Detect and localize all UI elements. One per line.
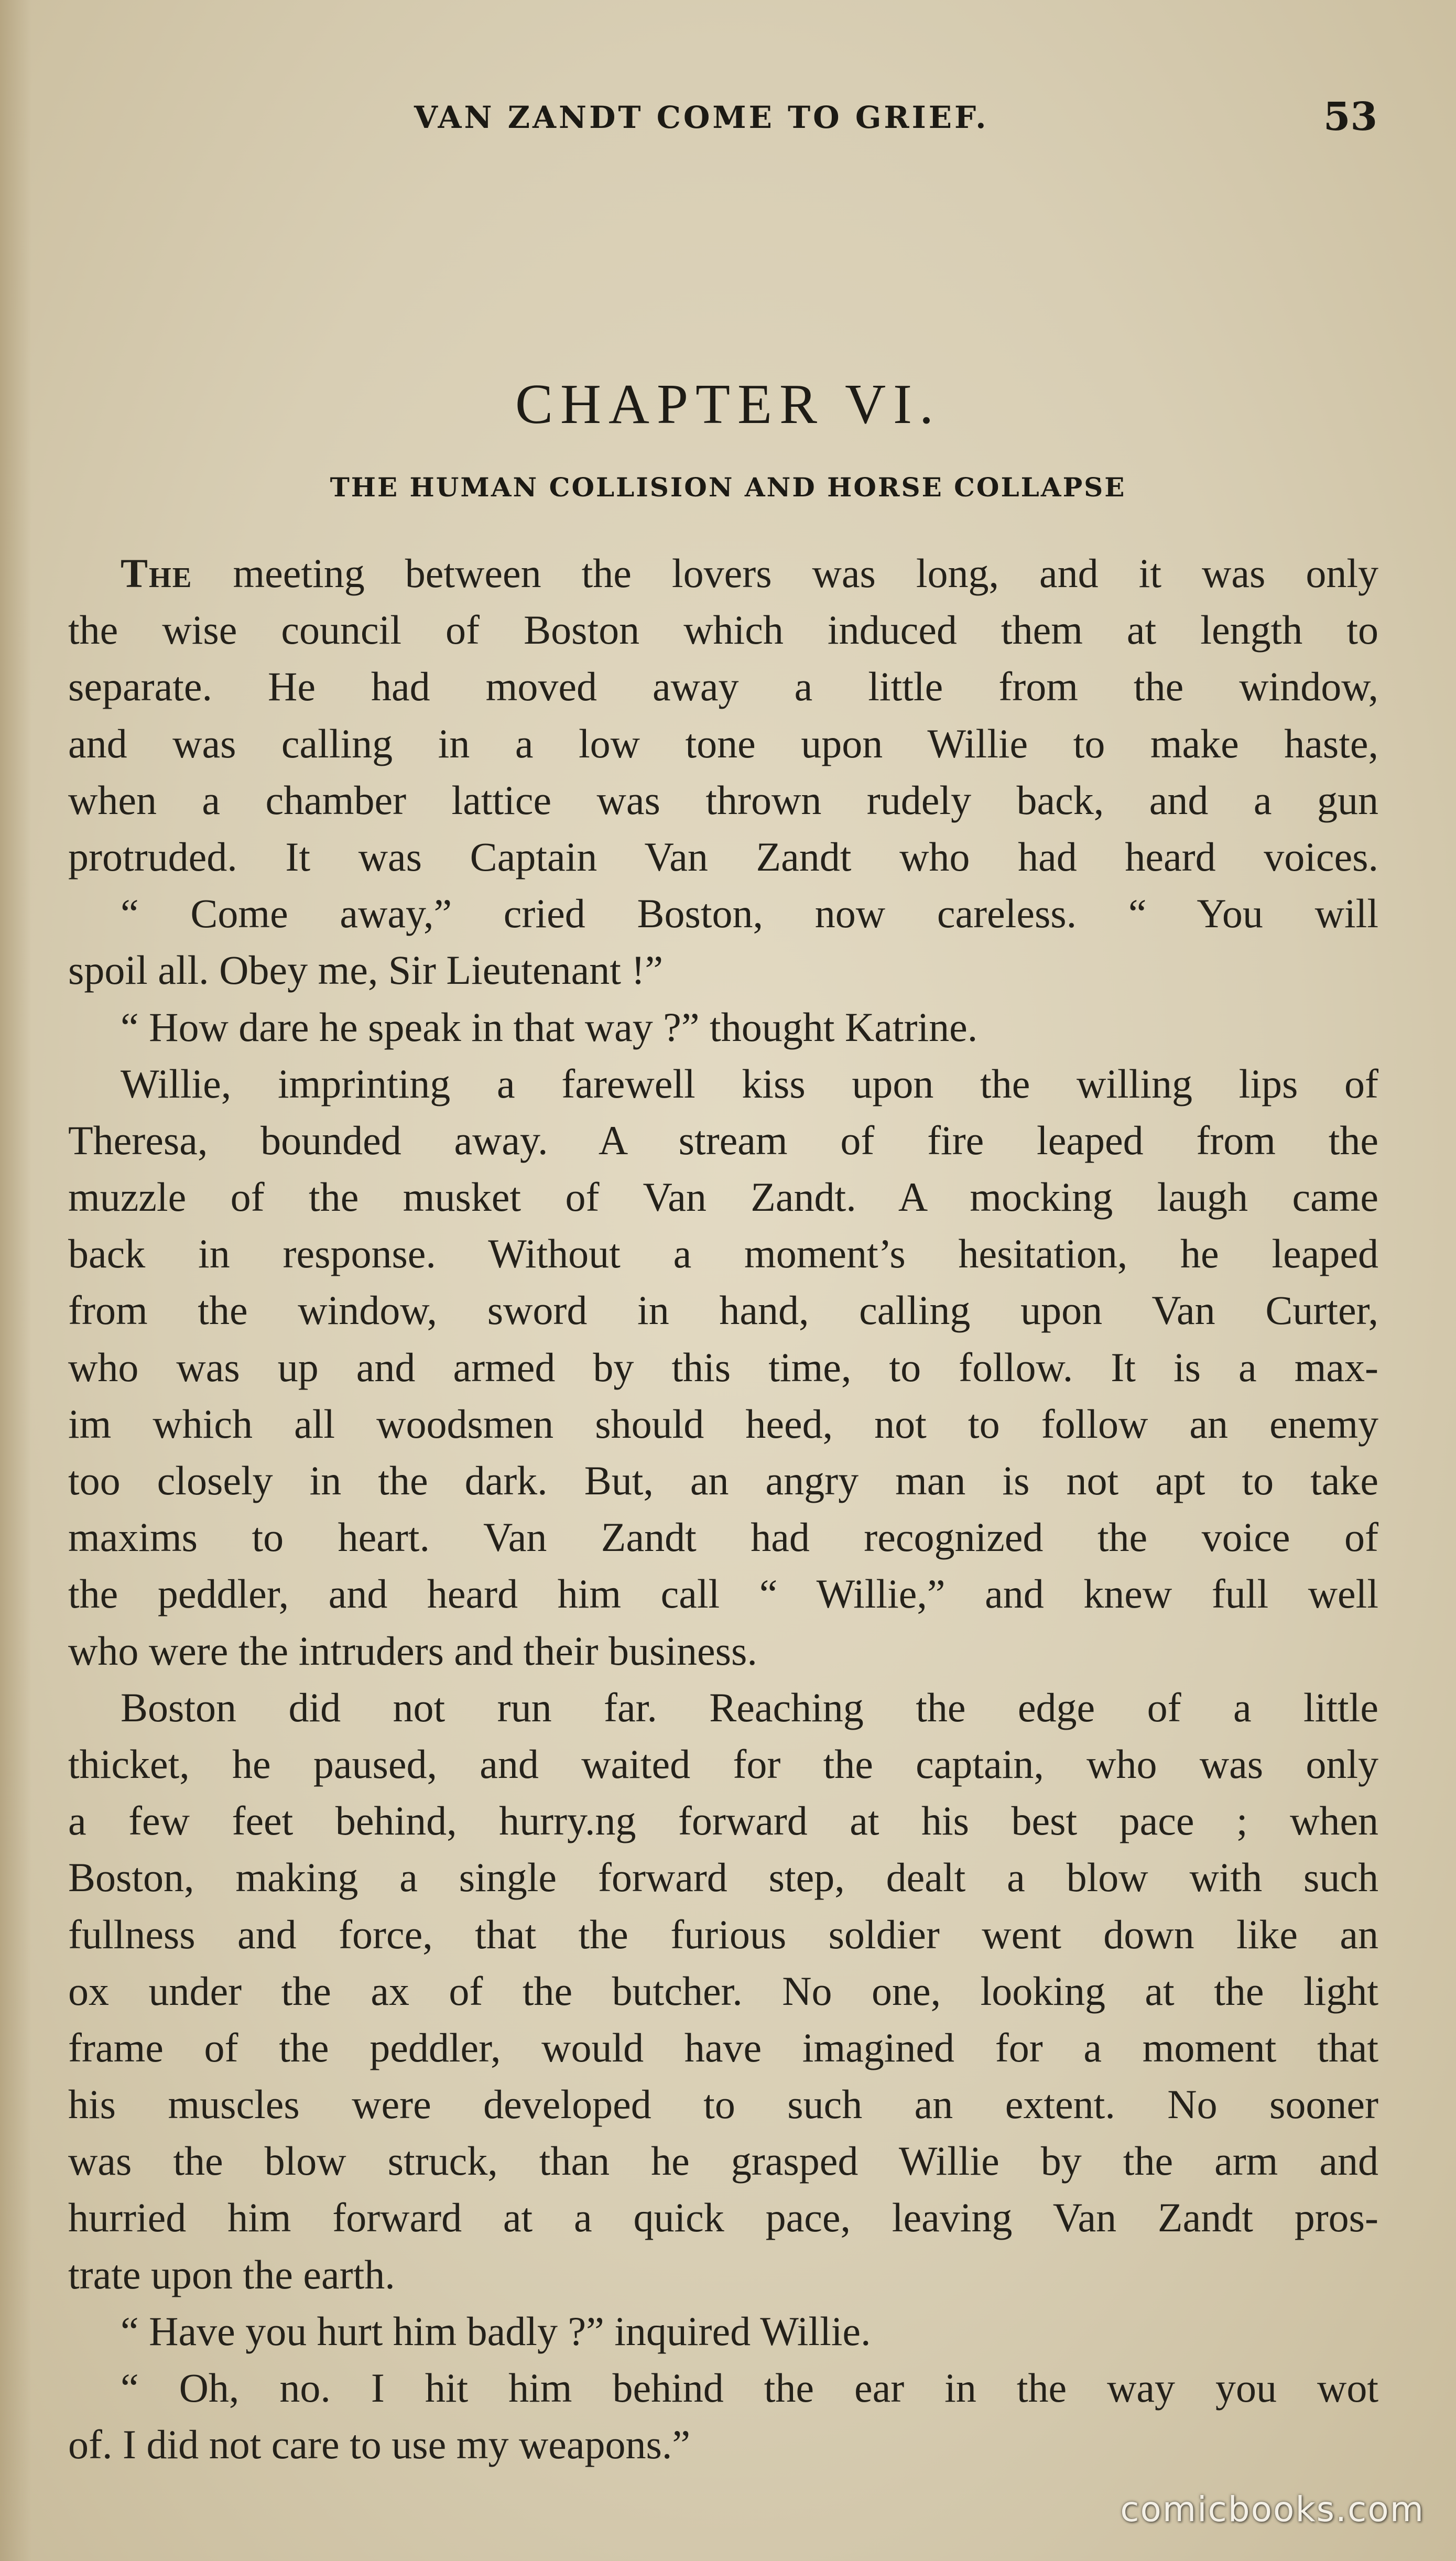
text-line [68,1339,1378,1396]
text-line [68,715,1378,772]
paragraph-lead-word: The [121,550,193,596]
text-line [68,1056,1378,1112]
text-line [68,1736,1378,1793]
text-line [68,602,1378,658]
text-line [68,545,1378,602]
line-text: separate. He had moved away a little from the window, [68,664,1378,710]
text-line [68,772,1378,829]
text-line [68,2020,1378,2076]
text-line [68,1225,1378,1282]
line-text: back in response. Without a moment’s hesitation, he leaped [68,1231,1378,1277]
text-line [68,1112,1378,1169]
line-text: from the window, sword in hand, calling upon Van Curter, [68,1287,1378,1333]
line-text: of. I did not care to use my weapons.” [68,2422,690,2468]
text-line [68,1566,1378,1622]
line-text: too closely in the dark. But, an angry man is not apt to take [68,1458,1378,1503]
text-line [68,658,1378,715]
text-line [68,1906,1378,1963]
text-line [68,1679,1378,1736]
text-line [68,1963,1378,2020]
text-line [68,1169,1378,1225]
text-line [68,1282,1378,1339]
text-line [68,2133,1378,2189]
text-line [68,1509,1378,1566]
line-text: spoil all. Obey me, Sir Lieutenant !” [68,947,664,993]
running-head: VAN ZANDT COME TO GRIEF. [414,100,989,135]
line-text: the peddler, and heard him call “ Willie,” and knew full well [68,1571,1378,1617]
page-number: 53 [1323,94,1377,139]
line-text: meeting between the lovers was long, and it was only [192,550,1378,596]
text-line [68,2303,1378,2360]
line-text: thicket, he paused, and waited for the captain, who was only [68,1741,1378,1787]
line-text: fullness and force, that the furious soldier went down like an [68,1911,1378,1957]
body-text [68,545,1378,2473]
line-text: protruded. It was Captain Van Zandt who had heard voices. [68,833,1378,880]
chapter-title: CHAPTER VI. [515,373,941,436]
line-text: when a chamber lattice was thrown rudely back, and a gun [68,777,1378,823]
chapter-subtitle: THE HUMAN COLLISION AND HORSE COLLAPSE [330,472,1126,503]
line-text: who were the intruders and their business. [68,1627,757,1674]
line-text: im which all woodsmen should heed, not to follow an enemy [68,1401,1378,1447]
line-text: Boston did not run far. Reaching the edge of a little [121,1684,1378,1730]
line-text: “ How dare he speak in that way ?” thought Katrine. [121,1004,978,1050]
text-line [68,829,1378,885]
text-line [68,2247,1378,2303]
line-text: was the blow struck, than he grasped Willie by the arm and [68,2138,1378,2184]
text-line [68,2189,1378,2246]
line-text: his muscles were developed to such an extent. No sooner [68,2081,1378,2128]
line-text: maxims to heart. Van Zandt had recognized the voice of [68,1514,1378,1560]
text-line [68,2076,1378,2133]
line-text: the wise council of Boston which induced them at length to [68,607,1378,653]
line-text: Theresa, bounded away. A stream of fire leaped from the [68,1117,1378,1163]
line-text: trate upon the earth. [68,2251,395,2297]
line-text: “ Come away,” cried Boston, now careless. “ You will [121,891,1378,937]
line-text: “ Oh, no. I hit him behind the ear in the way you wot [121,2365,1378,2411]
line-text: frame of the peddler, would have imagined for a moment that [68,2024,1378,2070]
text-line [68,1849,1378,1906]
text-line [68,1396,1378,1452]
text-line [68,2360,1378,2416]
text-line [68,1793,1378,1849]
text-line [68,2416,1378,2473]
line-text: and was calling in a low tone upon Willie to make haste, [68,720,1378,766]
line-text: ox under the ax of the butcher. No one, looking at the light [68,1968,1378,2014]
text-line [68,999,1378,1056]
text-line [68,1452,1378,1509]
line-text: hurried him forward at a quick pace, leaving Van Zandt pros- [68,2195,1378,2241]
line-text: Boston, making a single forward step, dealt a blow with such [68,1854,1378,1901]
line-text: muzzle of the musket of Van Zandt. A mocking laugh came [68,1174,1378,1220]
text-line [68,942,1378,999]
line-text: “ Have you hurt him badly ?” inquired Willie. [121,2308,871,2354]
text-line [68,1623,1378,1679]
watermark: comicbooks.com [1120,2489,1425,2530]
line-text: who was up and armed by this time, to follow. It is a max- [68,1344,1378,1390]
text-line [68,885,1378,942]
line-text: Willie, imprinting a farewell kiss upon the willing lips of [121,1060,1378,1106]
line-text: a few feet behind, hurry.ng forward at his best pace ; when [68,1798,1378,1844]
